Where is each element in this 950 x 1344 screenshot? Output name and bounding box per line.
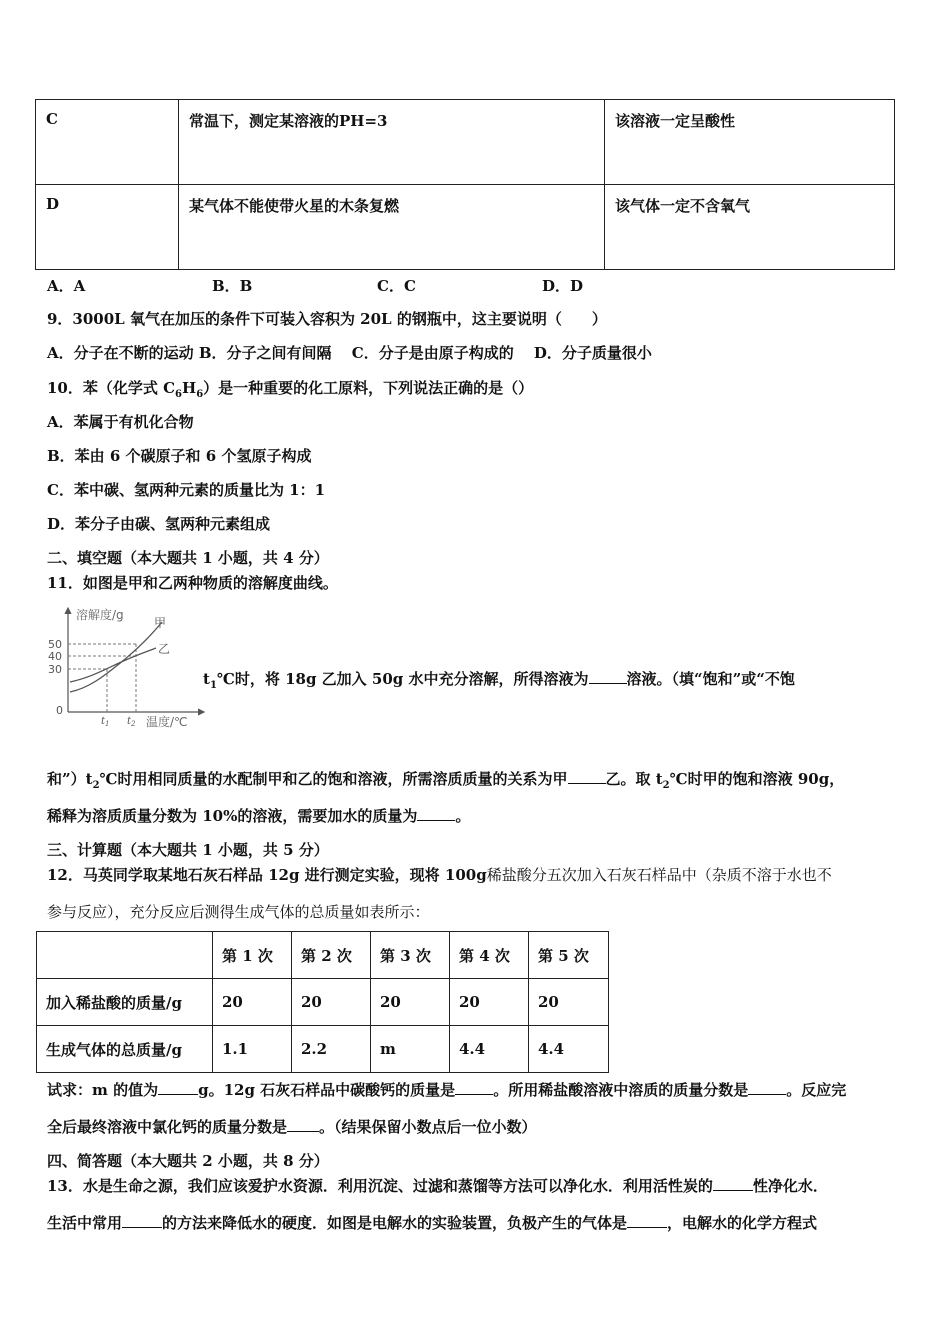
table-cell: 20 <box>529 979 609 1026</box>
q8-option-b: B．B <box>212 277 253 295</box>
q10-stem-post: ）是一种重要的化工原料，下列说法正确的是（） <box>203 379 534 397</box>
series-jia-label: 甲 <box>154 616 167 630</box>
gas-data-table <box>36 931 609 1073</box>
q13-line1 <box>47 1175 828 1196</box>
table-row <box>36 100 895 185</box>
y-axis-label: 溶解度/g <box>76 608 124 622</box>
section-heading-3: 三、计算题（本大题共 1 小题，共 5 分） <box>47 841 329 859</box>
series-yi-curve <box>70 648 156 682</box>
table-row <box>37 1026 609 1073</box>
table-row <box>36 185 895 270</box>
q11-line2-mid: ℃时用相同质量的水配制甲和乙的饱和溶液，所需溶质质量的关系为甲 <box>99 770 568 788</box>
table-cell: 4.4 <box>529 1026 609 1073</box>
answer-blank[interactable] <box>122 1213 162 1228</box>
q11-line2-pre: 和”）t <box>47 770 93 788</box>
table-row <box>37 979 609 1026</box>
q12-ask1-a: 试求：m 的值为 <box>47 1081 159 1099</box>
answer-blank[interactable] <box>568 769 606 784</box>
q12-ask-line1 <box>47 1079 846 1100</box>
q10-sub2: 6 <box>196 389 204 400</box>
answer-blank[interactable] <box>417 806 455 821</box>
q10-option-c: C．苯中碳、氢两种元素的质量比为 1：1 <box>47 481 326 499</box>
q10-sub1: 6 <box>175 389 183 400</box>
table-cell: 2.2 <box>292 1026 371 1073</box>
row-header: 生成气体的总质量/g <box>37 1026 213 1073</box>
row-operation: 某气体不能使带火星的木条复燃 <box>179 185 605 270</box>
q9-stem: 9．3000L 氧气在加压的条件下可装入容积为 20L 的钢瓶中，这主要说明（ ） <box>47 310 607 328</box>
q8-option-d: D．D <box>542 277 584 295</box>
answer-blank[interactable] <box>627 1213 667 1228</box>
q11-line3-pre: 稀释为溶质质量分数为 10%的溶液，需要加水的质量为 <box>47 807 418 825</box>
options-table <box>35 99 895 270</box>
q13-l1-b: 性净化水． <box>752 1177 828 1195</box>
q11-line2-sub: 2 <box>92 780 100 791</box>
q13-l1-a: 13．水是生命之源，我们应该爱护水资源．利用沉淀、过滤和蒸馏等方法可以净化水．利用活性炭的 <box>47 1177 713 1195</box>
q8-option-c: C．C <box>377 277 416 295</box>
q13-line2 <box>47 1212 817 1233</box>
q11-line3 <box>47 805 470 826</box>
row-label: D <box>36 185 179 270</box>
q10-option-b: B．苯由 6 个碳原子和 6 个氢原子构成 <box>47 447 312 465</box>
q12-ask1-c: 。所用稀盐酸溶液中溶质的质量分数是 <box>493 1081 749 1099</box>
q10-option-a: A．苯属于有机化合物 <box>47 413 194 431</box>
series-jia-curve <box>70 622 162 692</box>
q12-ask2-b: 。（结果保留小数点后一位小数） <box>319 1118 537 1136</box>
q10-stem-mid: H <box>182 379 197 397</box>
answer-blank[interactable] <box>287 1117 319 1132</box>
table-header-row <box>37 932 609 979</box>
x-axis-label: 温度/℃ <box>146 715 188 729</box>
q12-stem-line2: 参与反应），充分反应后测得生成气体的总质量如表所示： <box>47 903 430 921</box>
table-cell: 20 <box>450 979 529 1026</box>
q12-ask1-d: 。反应完 <box>786 1081 847 1099</box>
q13-l2-c: ，电解水的化学方程式 <box>667 1214 818 1232</box>
row-conclusion: 该气体一定不含氧气 <box>605 185 895 270</box>
x-tick-t1: $t_1$ <box>101 716 110 728</box>
q11-line2-end: ℃时甲的饱和溶液 90g， <box>669 770 845 788</box>
q13-l2-a: 生活中常用 <box>47 1214 123 1232</box>
q12-ask-line2 <box>47 1116 537 1137</box>
q11-line1-end: 溶液。（填“饱和”或“不饱 <box>626 670 795 688</box>
table-cell: 20 <box>213 979 292 1026</box>
q9-options: A．分子在不断的运动 B．分子之间有间隔 C．分子是由原子构成的 D．分子质量很小 <box>47 344 652 362</box>
answer-blank[interactable] <box>589 669 627 684</box>
table-cell: 4.4 <box>450 1026 529 1073</box>
series-yi-label: 乙 <box>158 642 171 656</box>
header-cell: 第 2 次 <box>292 932 371 979</box>
row-label: C <box>36 100 179 185</box>
solubility-chart <box>44 600 209 730</box>
q13-l2-b: 的方法来降低水的硬度．如图是电解水的实验装置，负极产生的气体是 <box>162 1214 628 1232</box>
y-tick-30: 30 <box>48 663 62 676</box>
q12-stem-bold: 12．马英同学取某地石灰石样品 12g 进行测定实验，现将 100g <box>47 866 487 884</box>
q10-stem <box>47 377 533 400</box>
row-header: 加入稀盐酸的质量/g <box>37 979 213 1026</box>
q8-option-a: A．A <box>47 277 86 295</box>
row-conclusion: 该溶液一定呈酸性 <box>605 100 895 185</box>
y-tick-40: 40 <box>48 650 62 663</box>
origin-label: 0 <box>56 704 63 717</box>
header-cell: 第 3 次 <box>371 932 450 979</box>
section-heading-4: 四、简答题（本大题共 2 小题，共 8 分） <box>47 1152 329 1170</box>
q11-line1 <box>203 668 795 691</box>
q11-line2-mid2: 乙。取 t <box>605 770 663 788</box>
q11-line1-pre: t <box>203 670 210 688</box>
table-cell: 20 <box>292 979 371 1026</box>
table-cell: m <box>371 1026 450 1073</box>
answer-blank[interactable] <box>748 1080 786 1095</box>
answer-blank[interactable] <box>713 1176 753 1191</box>
x-tick-t2: $t_2$ <box>127 716 136 728</box>
q12-ask2-a: 全后最终溶液中氯化钙的质量分数是 <box>47 1118 288 1136</box>
header-cell: 第 4 次 <box>450 932 529 979</box>
q10-stem-pre: 10．苯（化学式 C <box>47 379 176 397</box>
header-cell <box>37 932 213 979</box>
q11-stem: 11．如图是甲和乙两种物质的溶解度曲线。 <box>47 574 338 592</box>
header-cell: 第 5 次 <box>529 932 609 979</box>
q12-stem-light: 稀盐酸分五次加入石灰石样品中（杂质不溶于水也不 <box>486 866 832 884</box>
q11-line2-sub2: 2 <box>662 780 670 791</box>
table-cell: 1.1 <box>213 1026 292 1073</box>
q11-line2 <box>47 768 844 791</box>
section-heading-2: 二、填空题（本大题共 1 小题，共 4 分） <box>47 549 329 567</box>
row-operation: 常温下，测定某溶液的PH=3 <box>179 100 605 185</box>
q11-line1-post: ℃时，将 18g 乙加入 50g 水中充分溶解，所得溶液为 <box>216 670 589 688</box>
answer-blank[interactable] <box>158 1080 198 1095</box>
q11-line1-sub: 1 <box>209 680 217 691</box>
table-cell: 20 <box>371 979 450 1026</box>
q12-stem-line1 <box>47 864 832 885</box>
q11-line3-end: 。 <box>455 807 471 825</box>
header-cell: 第 1 次 <box>213 932 292 979</box>
q12-ask1-b: g。12g 石灰石样品中碳酸钙的质量是 <box>198 1081 456 1099</box>
answer-blank[interactable] <box>455 1080 493 1095</box>
q10-option-d: D．苯分子由碳、氢两种元素组成 <box>47 515 271 533</box>
y-tick-50: 50 <box>48 638 62 651</box>
